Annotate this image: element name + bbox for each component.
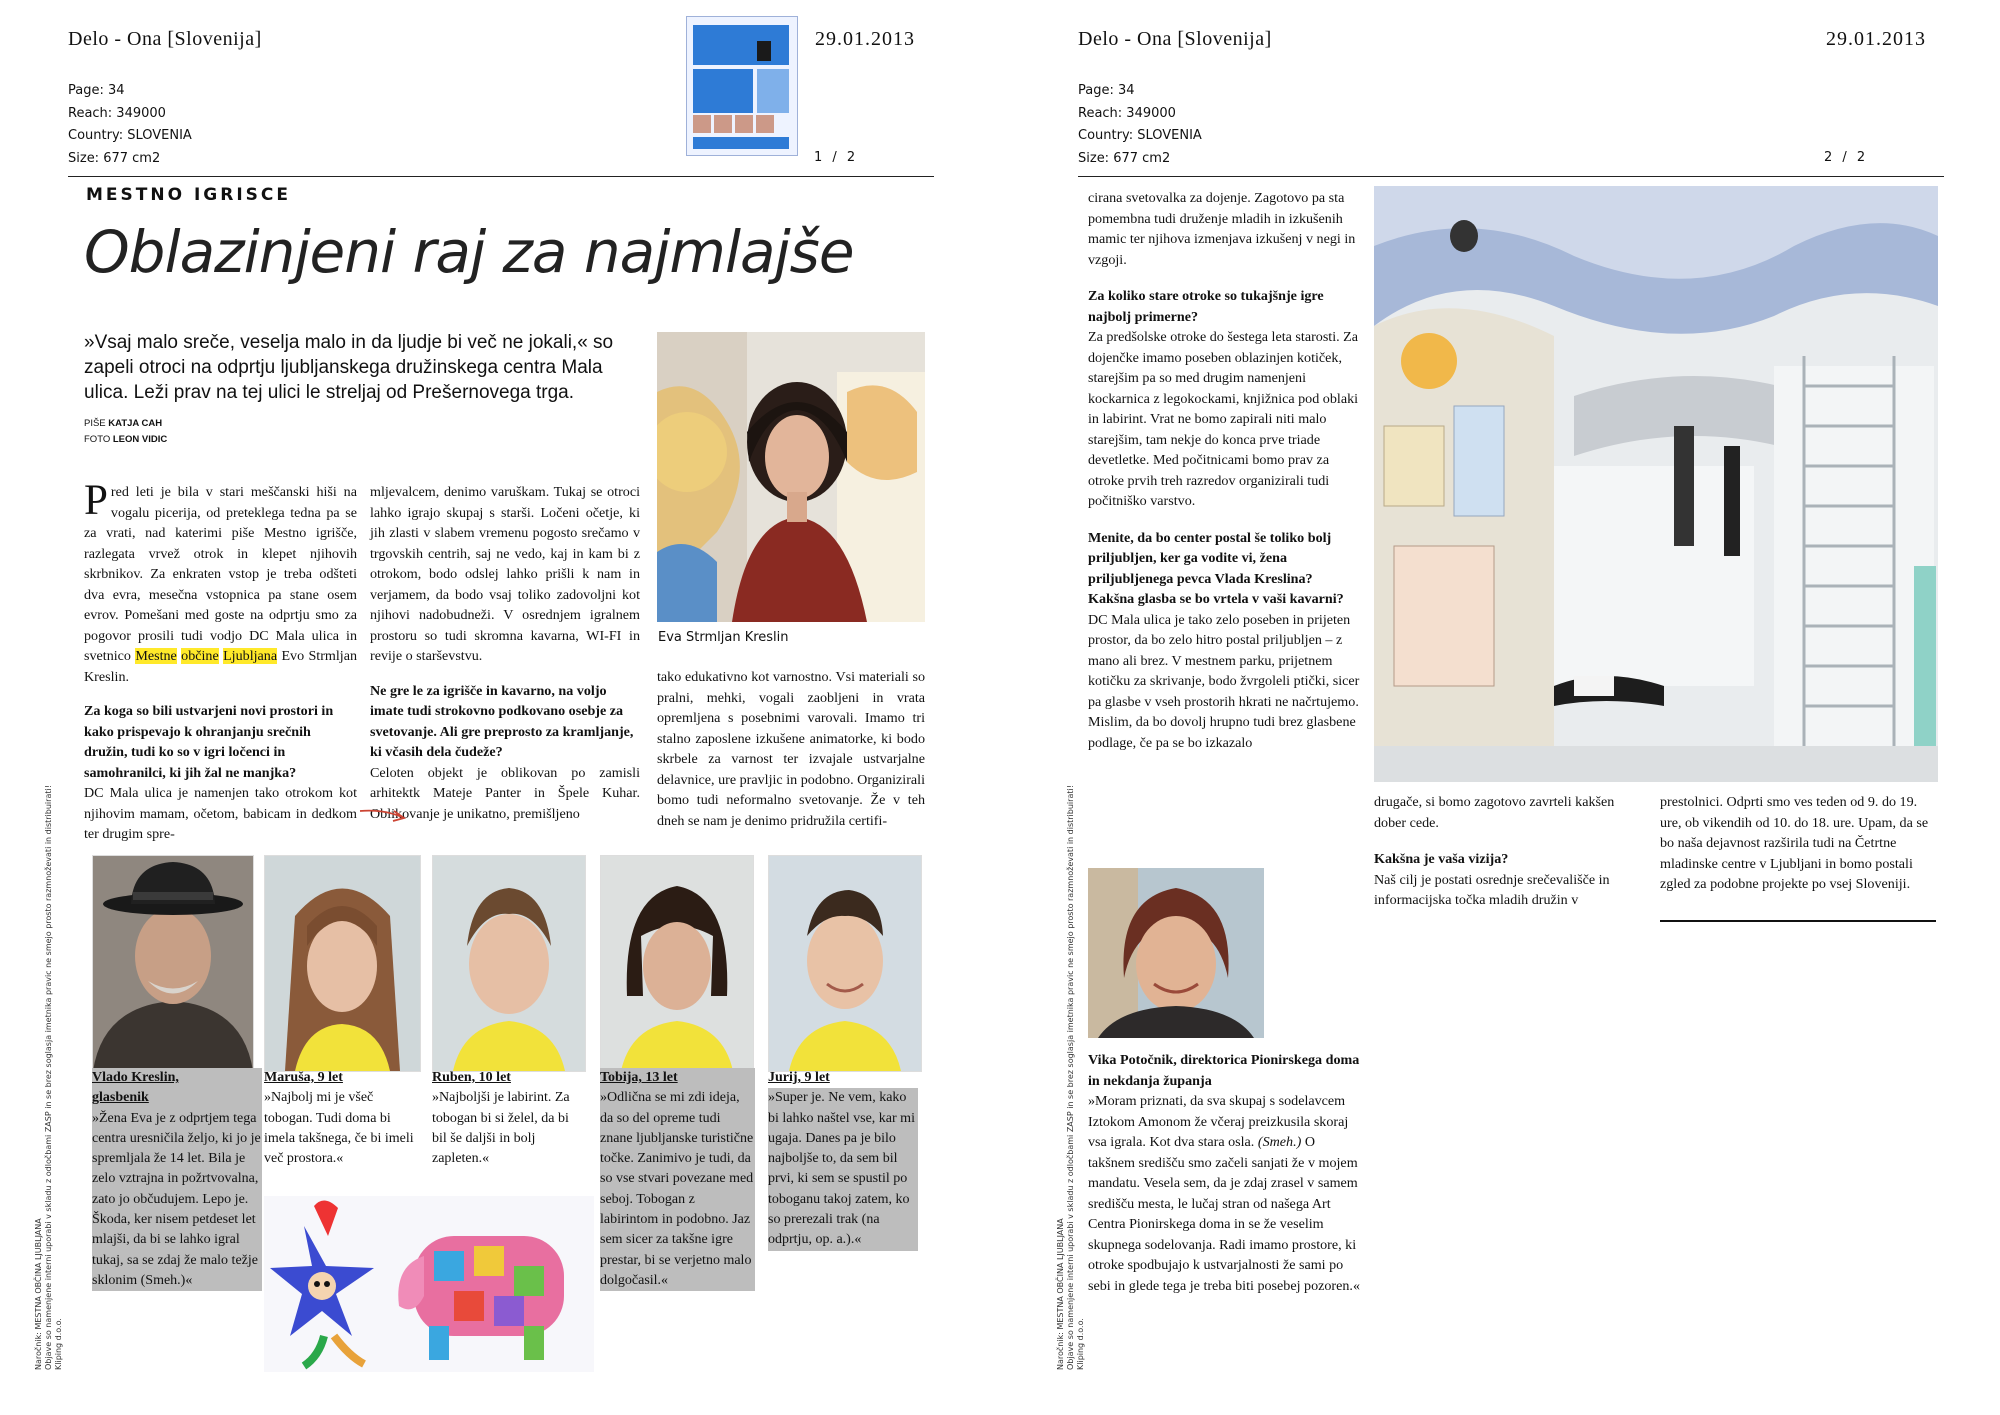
meta-country: Country: SLOVENIA	[68, 128, 192, 143]
quote-jurij	[768, 1068, 918, 1251]
meta-size: Size: 677 cm2	[68, 150, 161, 166]
photo-tobija-graphic	[601, 856, 753, 1071]
quote-ruben	[432, 1068, 587, 1169]
p2-col1-p2: Za predšolske otroke do šestega leta starosti. Za dojenčke imamo poseben oblazinjen kotiček, starejšim pa so med drugim namenjeni kockarnica z legokockami, knjižnica pod oblaki in labirint. Vrat ne bomo zapirali niti malo starejšim, tam nekje do konca prve triade devetletke. Med počitnicami bomo prav za otroke prvih treh razredov organizirali tudi počitniško varstvo.	[1088, 329, 1359, 509]
byline-name: KATJA CAH	[108, 418, 163, 429]
portrait-caption: Eva Strmljan Kreslin	[658, 630, 789, 645]
photo-label: FOTO	[84, 434, 111, 445]
quote-jurij-name: Jurij, 9 let	[768, 1070, 830, 1085]
p2-col2-p1: drugače, si bomo zagotovo zavrteli kakšen dober cede.	[1374, 794, 1615, 831]
quote-vlado-role: glasbenik	[92, 1088, 262, 1108]
page-number: 1 / 2	[814, 150, 859, 165]
p2-question-3: Kakšna je vaša vizija?	[1374, 851, 1509, 867]
col1-p1b: Evo Strmljan Kreslin.	[84, 648, 358, 685]
photo-ruben-graphic	[433, 856, 585, 1071]
quote-marusa-text: »Najbolj mi je všeč tobogan. Tudi doma bi imela takšnega, če bi imeli več prostora.«	[264, 1090, 414, 1167]
p2-col3-p1: prestolnici. Odprti smo ves teden od 9. do 19. ure, ob vikendih od 10. do 18. ure. Upam, da se bo naša dejavnost razširila tudi na Četrtne mladinske centre v Ljubljani in bomo postali zgled za podobne projekte po vsej Sloveniji.	[1660, 794, 1929, 892]
question-2: Ne gre le za igrišče in kavarno, na voljo imate tudi strokovno podkovano osebje za svetovanje. Ali gre preprosto za kramljanje, ki včasih dela čudeže?	[370, 682, 634, 760]
article-end-rule	[1660, 920, 1936, 922]
header-rule-2	[1078, 176, 1944, 177]
side-note-client: Naročnik: MESTNA OBČINA LJUBLJANA	[34, 1218, 43, 1370]
side-note-rights-2: Objave so namenjene interni uporabi v skladu z odločbami ZASP in se brez soglasja imetnika pravic ne smejo prosto razmnoževati in distribuirati!	[1066, 785, 1075, 1370]
quote-marusa-name: Maruša, 9 let	[264, 1070, 343, 1085]
meta-page: Page: 34	[68, 83, 125, 98]
byline-photo	[84, 434, 167, 445]
col2-p1: mljevalcem, denimo varuškam. Tukaj se otroci lahko igrajo skupaj s starši. Ločeni očetje, ki jih zlasti v slabem vremenu pogosto srečamo v trgovskih centrih, saj ne vedo, kaj in kam bi z otrokom, bodo odslej lahko prišli k nam in verjamem, da bodo vsaj toliko zadovoljni kot njihovi nadobudneži. V osrednjem igralnem prostoru so tudi skromna kavarna, WI-FI in revije o starševstvu.	[370, 484, 640, 664]
meta-reach: Reach: 349000	[68, 105, 166, 121]
lead-paragraph: »Vsaj malo sreče, veselja malo in da ljudje bi več ne jokali,« so zapeli otroci na odprtju ljubljanskega družinskega centra Mala ulica. Leži prav na tej ulici le streljaj od Prešernovega trga.	[84, 332, 614, 403]
publication-title: Delo - Ona [Slovenija]	[68, 28, 262, 50]
headline: Oblazinjeni raj za najmlajše	[84, 218, 854, 286]
vika-quote-a: »Moram priznati, da sva skupaj s sodelavcem Iztokom Amonom že včeraj preizkusila skoraj vsa igrala. Kot dva stara osla.	[1088, 1093, 1349, 1150]
quote-ruben-text: »Najboljši je labirint. Za tobogan bi si želel, da bi bil še daljši in bolj zapleten.«	[432, 1090, 570, 1167]
side-note-rights: Objave so namenjene interni uporabi v skladu z odločbami ZASP in se brez soglasja imetnika pravic ne smejo prosto razmnoževati in distribuirati!	[44, 785, 53, 1370]
p2-col1-p3: DC Mala ulica je tako zelo poseben in prijeten prostor, da bo zelo hitro postal priljubljen – z mano ali brez. V mestnem parku, prijetnem kotičku za skrivanje, bodo žvrgoleli ptički, sicer pa glasbe v vseh prostorih hkrati ne načrtujemo. Mislim, da bo dovolj hrupno tudi brez glasbene podlage, če pa se bo izkazalo	[1088, 611, 1360, 751]
meta-reach-2: Reach: 349000	[1078, 105, 1176, 121]
col2-p2: Celoten objekt je oblikovan po zamisli arhitektk Mateje Panter in Špele Kuhar. Oblikovanje je unikatno, premišljeno	[370, 764, 640, 822]
photo-name: LEON VIDIC	[112, 434, 168, 445]
side-note-agency-2: Kliping d.o.o.	[1076, 1318, 1085, 1370]
p2-col-2	[1374, 792, 1646, 911]
photo-marusa	[264, 855, 421, 1072]
vika-quote-smeh: (Smeh.)	[1257, 1134, 1302, 1150]
portrait-photo-graphic	[657, 332, 925, 622]
article-col-3	[657, 667, 925, 831]
p2-question-2: Menite, da bo center postal še toliko bolj priljubljen, ker ga vodite vi, žena priljubljenega pevca Vlada Kreslina? Kakšna glasba se bo vrtela v vaši kavarni?	[1088, 529, 1344, 607]
photo-jurij	[768, 855, 922, 1072]
header-rule	[68, 176, 934, 177]
quote-marusa	[264, 1068, 424, 1169]
portrait-photo	[657, 332, 925, 622]
page-thumbnail[interactable]	[686, 16, 798, 156]
toys-photo-graphic	[264, 1196, 594, 1372]
byline-author	[84, 418, 162, 429]
toys-photo	[264, 1196, 594, 1372]
p2-question-1: Za koliko stare otroke so tukajšnje igre najbolj primerne?	[1088, 288, 1324, 325]
photo-vlado	[92, 855, 254, 1072]
publication-date-2: 29.01.2013	[1826, 28, 1926, 50]
meta-size-2: Size: 677 cm2	[1078, 150, 1171, 166]
vika-name: Vika Potočnik, direktorica Pionirskega doma in nekdanja županja	[1088, 1052, 1360, 1089]
vika-photo-graphic	[1088, 868, 1264, 1038]
col3-p1: tako edukativno kot varnostno. Vsi materiali so pralni, mehki, vogali zaobljeni in vrata opremljena s posebnimi varovali. Imamo tri stalno zaposlene izkušene animatorke, ki bodo skrbele za varnost ter izvajale ustvarjalne delavnice, ure pravljic in podobno. Organizirali bomo tudi neformalno svetovanje. Že v teh dneh se nam je denimo pridružila certifi-	[657, 669, 925, 829]
article-col-2	[370, 482, 640, 824]
quote-vlado-text: »Žena Eva je z odprtjem tega centra uresničila željo, ki jo je spremljala že 14 let. Bila je zelo vztrajna in požrtvovalna, zato jo občudujem. Lepo je. Škoda, ker nisem petdeset let mlajši, da bi se lahko igral tukaj, sa se zdaj že malo težje sklonim (Smeh.)«	[92, 1109, 262, 1292]
photo-vlado-graphic	[93, 856, 253, 1071]
side-note-agency: Kliping d.o.o.	[54, 1318, 63, 1370]
dropcap: P	[84, 477, 108, 524]
photo-jurij-graphic	[769, 856, 921, 1071]
quote-tobija-name: Tobija, 13 let	[600, 1068, 755, 1088]
publication-date: 29.01.2013	[815, 28, 915, 50]
meta-country-2: Country: SLOVENIA	[1078, 128, 1202, 143]
photo-ruben	[432, 855, 586, 1072]
p2-col-3	[1660, 792, 1932, 895]
meta-page-2: Page: 34	[1078, 83, 1135, 98]
photo-tobija	[600, 855, 754, 1072]
highlight-ljubljana: Ljubljana	[223, 648, 278, 664]
highlight-mestne: Mestne	[135, 648, 177, 664]
clipping-meta	[68, 80, 192, 170]
playground-photo-graphic	[1374, 186, 1938, 782]
highlight-obcine: občine	[181, 648, 219, 664]
vika-quote	[1088, 1050, 1364, 1296]
vika-quote-text	[1088, 1091, 1364, 1296]
p2-col2-p2: Naš cilj je postati osrednje srečevališče in informacijska točka mladih družin v	[1374, 871, 1610, 908]
photo-marusa-graphic	[265, 856, 420, 1071]
quote-vlado-name: Vlado Kreslin,	[92, 1068, 262, 1088]
publication-title-2: Delo - Ona [Slovenija]	[1078, 28, 1272, 50]
quote-tobija-text: »Odlična se mi zdi ideja, da so del opreme tudi znane ljubljanske turistične točke. Zanimivo je tudi, da so vse stvari povezane med seboj. Tobogan z labirintom in podobno. Jaz sem sicer za takšne igre prestar, bi se verjetno malo dolgočasil.«	[600, 1088, 755, 1291]
page-1	[34, 0, 998, 1415]
byline-label: PIŠE	[84, 418, 106, 429]
quote-ruben-name: Ruben, 10 let	[432, 1070, 511, 1085]
section-kicker: MESTNO IGRISCE	[86, 185, 291, 205]
col1-p1a: red leti je bila v stari meščanski hiši na vogalu picerija, od preteklega tedna pa se za vrati, nad katerimi piše Mestno igrišče, razlegata vrvež otrok in klepet njihovih skrbnikov. Za enkraten vstop je treba odšteti dva evra, mesečna vstopnica pa stane osem evrov. Pomešani med goste na odprtju smo za pogovor prosili tudi vodjo DC Mala ulica in svetnico	[84, 484, 357, 664]
playground-photo	[1374, 186, 1938, 782]
article-col-1	[84, 477, 358, 845]
col1-p2: DC Mala ulica je namenjen tako otrokom kot njihovim mamam, očetom, babicam in dedkom ter drugim spre-	[84, 785, 357, 842]
quote-jurij-text: »Super je. Ne vem, kako bi lahko naštel vse, kar mi ugaja. Danes pa je bilo najboljše to, da sem bil prvi, ki sem se spustil po toboganu takoj zatem, ko so prerezali trak (na odprtju, op. a.).«	[768, 1088, 918, 1250]
page-number-2: 2 / 2	[1824, 150, 1869, 165]
p2-col1-p1: cirana svetovalka za dojenje. Zagotovo pa sta pomembna tudi druženje mladih in izkušenih mamic ter njihova izmenjava izkušenj v negi in vzgoji.	[1088, 190, 1356, 268]
page-2	[1056, 0, 2000, 1415]
vika-photo	[1088, 868, 1264, 1038]
red-arrow-icon	[358, 805, 408, 825]
question-1: Za koga so bili ustvarjeni novi prostori in kako prispevajo k ohranjanju srečnih družin, tudi ko so v igri ločenci in samohranilci, ki jih žal ne manjka?	[84, 703, 334, 781]
vika-quote-b: O takšnem središču smo začeli sanjati že v mojem mandatu. Vesela sem, da je zdaj zrasel v samem središču mesta, le lučaj stran od našega Art Centra Pionirskega doma in se že veselim skupnega sodelovanja. Radi imamo prostore, ki otroke spodbujajo k ustvarjalnosti že sami po sebi in glede tega je treba biti posebej pozoren.«	[1088, 1134, 1360, 1294]
p2-col-1	[1088, 188, 1360, 753]
quote-tobija	[600, 1068, 755, 1291]
clipping-meta-2	[1078, 80, 1202, 170]
side-note-client-2: Naročnik: MESTNA OBČINA LJUBLJANA	[1056, 1218, 1065, 1370]
quote-vlado	[92, 1068, 262, 1291]
